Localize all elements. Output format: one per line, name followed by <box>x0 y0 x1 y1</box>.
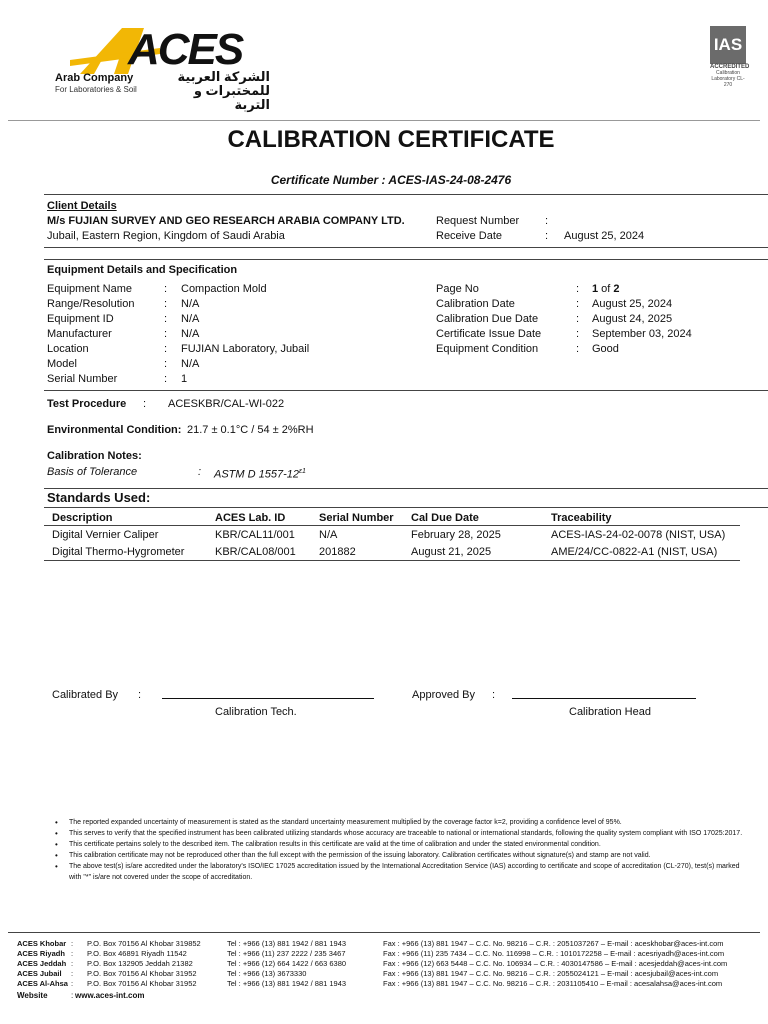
column-header: Traceability <box>551 511 612 524</box>
contact-fax: Fax : +966 (13) 881 1947 – C.C. No. 98216 – C.R. : 2031105410 – E-mail : acesalahsa@aces-int.com <box>383 979 723 988</box>
section-rule-3 <box>44 259 768 260</box>
equipment-row-colon: : <box>164 328 168 340</box>
equipment-row-colon: : <box>576 298 580 310</box>
client-name: M/s FUJIAN SURVEY AND GEO RESEARCH ARABIA COMPANY LTD. <box>47 215 405 227</box>
contact-po: P.O. Box 70156 Al Khobar 31952 <box>87 969 197 978</box>
equipment-row <box>436 327 756 342</box>
basis-label: Basis of Tolerance <box>47 466 138 478</box>
website-row <box>17 991 762 1005</box>
equipment-row-value: Good <box>592 343 619 355</box>
contact-po: P.O. Box 70156 Al Khobar 31952 <box>87 979 197 988</box>
contact-po: P.O. Box 70156 Al Khobar 319852 <box>87 939 201 948</box>
environment-value: 21.7 ± 0.1°C / 54 ± 2%RH <box>187 424 314 436</box>
section-rule-6 <box>44 507 768 508</box>
contact-colon: : <box>71 979 74 988</box>
column-header: ACES Lab. ID <box>215 511 286 524</box>
column-header: Description <box>52 511 113 524</box>
equipment-row-colon: : <box>164 343 168 355</box>
calibrated-by-colon: : <box>138 689 142 701</box>
section-rule-2 <box>44 247 768 248</box>
contact-branch: ACES Khobar <box>17 939 67 948</box>
equipment-row-label: Equipment Name <box>47 283 132 295</box>
contact-tel: Tel : +966 (12) 664 1422 / 663 6380 <box>227 959 347 968</box>
page-number-colon: : <box>576 283 580 295</box>
section-rule-1 <box>44 194 768 195</box>
equipment-left-list <box>47 282 407 387</box>
client-address: Jubail, Eastern Region, Kingdom of Saudi Arabia <box>47 230 285 242</box>
contact-po: P.O. Box 46891 Riyadh 11542 <box>87 949 187 958</box>
footnote-item: • This calibration certificate may not be reproduced other than the full except with the permission of the issuing laboratory. Calibration certificates without signature(s) and stamp are not valid. <box>55 850 745 861</box>
contact-colon: : <box>71 949 74 958</box>
contact-fax: Fax : +966 (12) 663 5448 – C.C. No. 106934 – C.R. : 4030147586 – E-mail : acesjeddah@aces-int.com <box>383 959 728 968</box>
table-cell: N/A <box>319 528 338 541</box>
page-total: 2 <box>613 283 620 295</box>
table-cell: Digital Thermo-Hygrometer <box>52 545 185 558</box>
standards-heading: Standards Used: <box>47 490 151 505</box>
certificate-number: Certificate Number : ACES-IAS-24-08-2476 <box>270 173 512 187</box>
equipment-row <box>47 327 407 342</box>
equipment-row-label: Location <box>47 343 89 355</box>
notes-heading: Calibration Notes: <box>47 450 142 462</box>
test-procedure-value: ACESKBR/CAL-WI-022 <box>168 398 285 410</box>
company-subtitle: For Laboratories & Soil <box>55 85 137 94</box>
equipment-row-colon: : <box>576 328 580 340</box>
company-name-arabic: الشركة العربية للمختبرات و التربة <box>177 69 270 112</box>
equipment-row-colon: : <box>576 343 580 355</box>
page-current: 1 <box>592 283 599 295</box>
basis-superscript: ε1 <box>298 468 306 475</box>
contact-tel: Tel : +966 (11) 237 2222 / 235 3467 <box>227 949 346 958</box>
ias-accredited-label <box>710 64 750 88</box>
contact-po: P.O. Box 132905 Jeddah 21382 <box>87 959 193 968</box>
request-number-colon: : <box>545 215 549 227</box>
header-rule <box>8 120 760 121</box>
equipment-row-colon: : <box>164 313 168 325</box>
contact-row <box>17 939 762 949</box>
contact-row <box>17 949 762 959</box>
equipment-heading: Equipment Details and Specification <box>47 264 238 276</box>
table-cell: Digital Vernier Caliper <box>52 528 159 541</box>
approved-by-role: Calibration Head <box>569 706 651 718</box>
approved-by-signature-line <box>512 698 696 699</box>
contact-fax: Fax : +966 (13) 881 1947 – C.C. No. 98216 – C.R. : 2055024121 – E-mail : acesjubail@aces-int.com <box>383 969 719 978</box>
company-logo <box>50 20 280 112</box>
equipment-row-label: Equipment Condition <box>436 343 539 355</box>
footnotes-list <box>55 817 745 883</box>
table-row <box>48 543 738 560</box>
calibrated-by-signature-line <box>162 698 374 699</box>
contact-row <box>17 979 762 989</box>
equipment-row <box>47 297 407 312</box>
equipment-row-value: N/A <box>181 328 200 340</box>
website-label: Website <box>17 991 48 1000</box>
website-link[interactable]: www.aces-int.com <box>75 991 145 1000</box>
column-header: Cal Due Date <box>411 511 479 524</box>
equipment-row-label: Certificate Issue Date <box>436 328 542 340</box>
page-number-value <box>592 282 620 296</box>
contact-colon: : <box>71 939 74 948</box>
basis-value <box>214 465 306 482</box>
request-number-label: Request Number <box>436 215 520 227</box>
section-rule-4 <box>44 390 768 391</box>
table-header-row <box>48 509 738 526</box>
equipment-row-value: N/A <box>181 358 200 370</box>
ias-accredited-text: ACCREDITED <box>710 64 750 70</box>
equipment-row-value: September 03, 2024 <box>592 328 692 340</box>
receive-date-value: August 25, 2024 <box>564 230 645 242</box>
table-header-rule <box>44 525 740 526</box>
receive-date-colon: : <box>545 230 549 242</box>
calibrated-by-label: Calibrated By <box>52 689 119 701</box>
equipment-row-label: Equipment ID <box>47 313 114 325</box>
basis-colon: : <box>198 466 202 478</box>
table-cell: February 28, 2025 <box>411 528 501 541</box>
basis-standard: ASTM D 1557-12 <box>214 468 299 481</box>
equipment-row <box>47 282 407 297</box>
standards-table <box>48 509 738 560</box>
equipment-row <box>436 297 756 312</box>
equipment-row <box>47 372 407 387</box>
footnote-item: • This certificate pertains solely to the described item. The calibration results in this certificate are valid at the time of calibration and under the stated environmental condition. <box>55 839 745 850</box>
equipment-row-label: Model <box>47 358 77 370</box>
page-number-label: Page No <box>436 283 479 295</box>
table-cell: KBR/CAL11/001 <box>215 528 295 541</box>
table-cell: ACES-IAS-24-02-0078 (NIST, USA) <box>551 528 726 541</box>
contact-branch: ACES Riyadh <box>17 949 65 958</box>
equipment-row-value: 1 <box>181 373 188 385</box>
contact-row <box>17 969 762 979</box>
company-name: Arab Company <box>55 72 134 84</box>
equipment-row-colon: : <box>164 298 168 310</box>
equipment-row-label: Calibration Due Date <box>436 313 539 325</box>
calibrated-by-role: Calibration Tech. <box>215 706 297 718</box>
table-cell: 201882 <box>319 545 356 558</box>
receive-date-label: Receive Date <box>436 230 503 242</box>
equipment-row <box>47 312 407 327</box>
test-procedure-colon: : <box>143 398 147 410</box>
page-number-row <box>436 282 756 297</box>
contact-branch: ACES Al-Ahsa <box>17 979 68 988</box>
page-title: CALIBRATION CERTIFICATE <box>227 126 555 153</box>
client-heading: Client Details <box>47 200 117 212</box>
section-rule-5 <box>44 488 768 489</box>
equipment-row-value: N/A <box>181 313 200 325</box>
column-header: Serial Number <box>319 511 394 524</box>
equipment-row <box>47 342 407 357</box>
contact-tel: Tel : +966 (13) 3673330 <box>227 969 307 978</box>
equipment-row-value: August 25, 2024 <box>592 298 673 310</box>
footnote-item: • The above test(s) is/are accredited under the laboratory's ISO/IEC 17025 accreditation issued by the International Accreditation Service (IAS) according to certificate and scope of accreditation (CL-270), test(s) marked with "*" is/are not covered under the scope of accreditation. <box>55 861 745 883</box>
contact-colon: : <box>71 959 74 968</box>
footnote-item: • The reported expanded uncertainty of measurement is stated as the standard uncertainty measurement multiplied by the coverage factor k=2, providing a confidence level of 95%. <box>55 817 745 828</box>
table-bottom-rule <box>44 560 740 561</box>
footer-rule <box>8 932 760 933</box>
table-row <box>48 526 738 543</box>
contact-branch: ACES Jubail <box>17 969 62 978</box>
equipment-row <box>47 357 407 372</box>
table-cell: AME/24/CC-0822-A1 (NIST, USA) <box>551 545 718 558</box>
equipment-row-colon: : <box>164 283 168 295</box>
equipment-row-value: N/A <box>181 298 200 310</box>
contacts-block <box>17 939 762 1005</box>
contact-colon: : <box>71 969 74 978</box>
contact-fax: Fax : +966 (13) 881 1947 – C.C. No. 98216 – C.R. : 2051037267 – E-mail : aceskhobar@aces-int.com <box>383 939 724 948</box>
contact-branch: ACES Jeddah <box>17 959 67 968</box>
equipment-row-value: FUJIAN Laboratory, Jubail <box>181 343 310 355</box>
footnote-item: • This serves to verify that the specified instrument has been calibrated utilizing standards whose accuracy are traceable to national or international standards, following the quality system compliant with ISO 17025:2017. <box>55 828 745 839</box>
equipment-row-label: Range/Resolution <box>47 298 135 310</box>
contact-tel: Tel : +966 (13) 881 1942 / 881 1943 <box>227 939 347 948</box>
equipment-row-value: August 24, 2025 <box>592 313 673 325</box>
approved-by-label: Approved By <box>412 689 475 701</box>
table-cell: KBR/CAL08/001 <box>215 545 296 558</box>
page-of: of <box>598 283 614 295</box>
equipment-row-label: Serial Number <box>47 373 118 385</box>
website-colon: : <box>71 991 74 1000</box>
environment-label: Environmental Condition: <box>47 424 182 436</box>
contact-tel: Tel : +966 (13) 881 1942 / 881 1943 <box>227 979 347 988</box>
test-procedure-label: Test Procedure <box>47 398 127 410</box>
equipment-row-label: Calibration Date <box>436 298 515 310</box>
table-cell: August 21, 2025 <box>411 545 492 558</box>
approved-by-colon: : <box>492 689 496 701</box>
equipment-row-label: Manufacturer <box>47 328 112 340</box>
ias-badge: IAS <box>710 26 746 64</box>
ias-accredited-sub: Calibration Laboratory CL-270 <box>711 70 745 88</box>
equipment-right-list <box>436 282 756 357</box>
equipment-row <box>436 342 756 357</box>
equipment-row-colon: : <box>164 373 168 385</box>
equipment-row <box>436 312 756 327</box>
equipment-row-colon: : <box>576 313 580 325</box>
equipment-row-value: Compaction Mold <box>181 283 267 295</box>
contact-fax: Fax : +966 (11) 235 7434 – C.C. No. 116998 – C.R. : 1010172258 – E-mail : acesriyadh@aces-int.com <box>383 949 725 958</box>
logo-text: ACES <box>128 25 243 74</box>
equipment-row-colon: : <box>164 358 168 370</box>
contact-row <box>17 959 762 969</box>
